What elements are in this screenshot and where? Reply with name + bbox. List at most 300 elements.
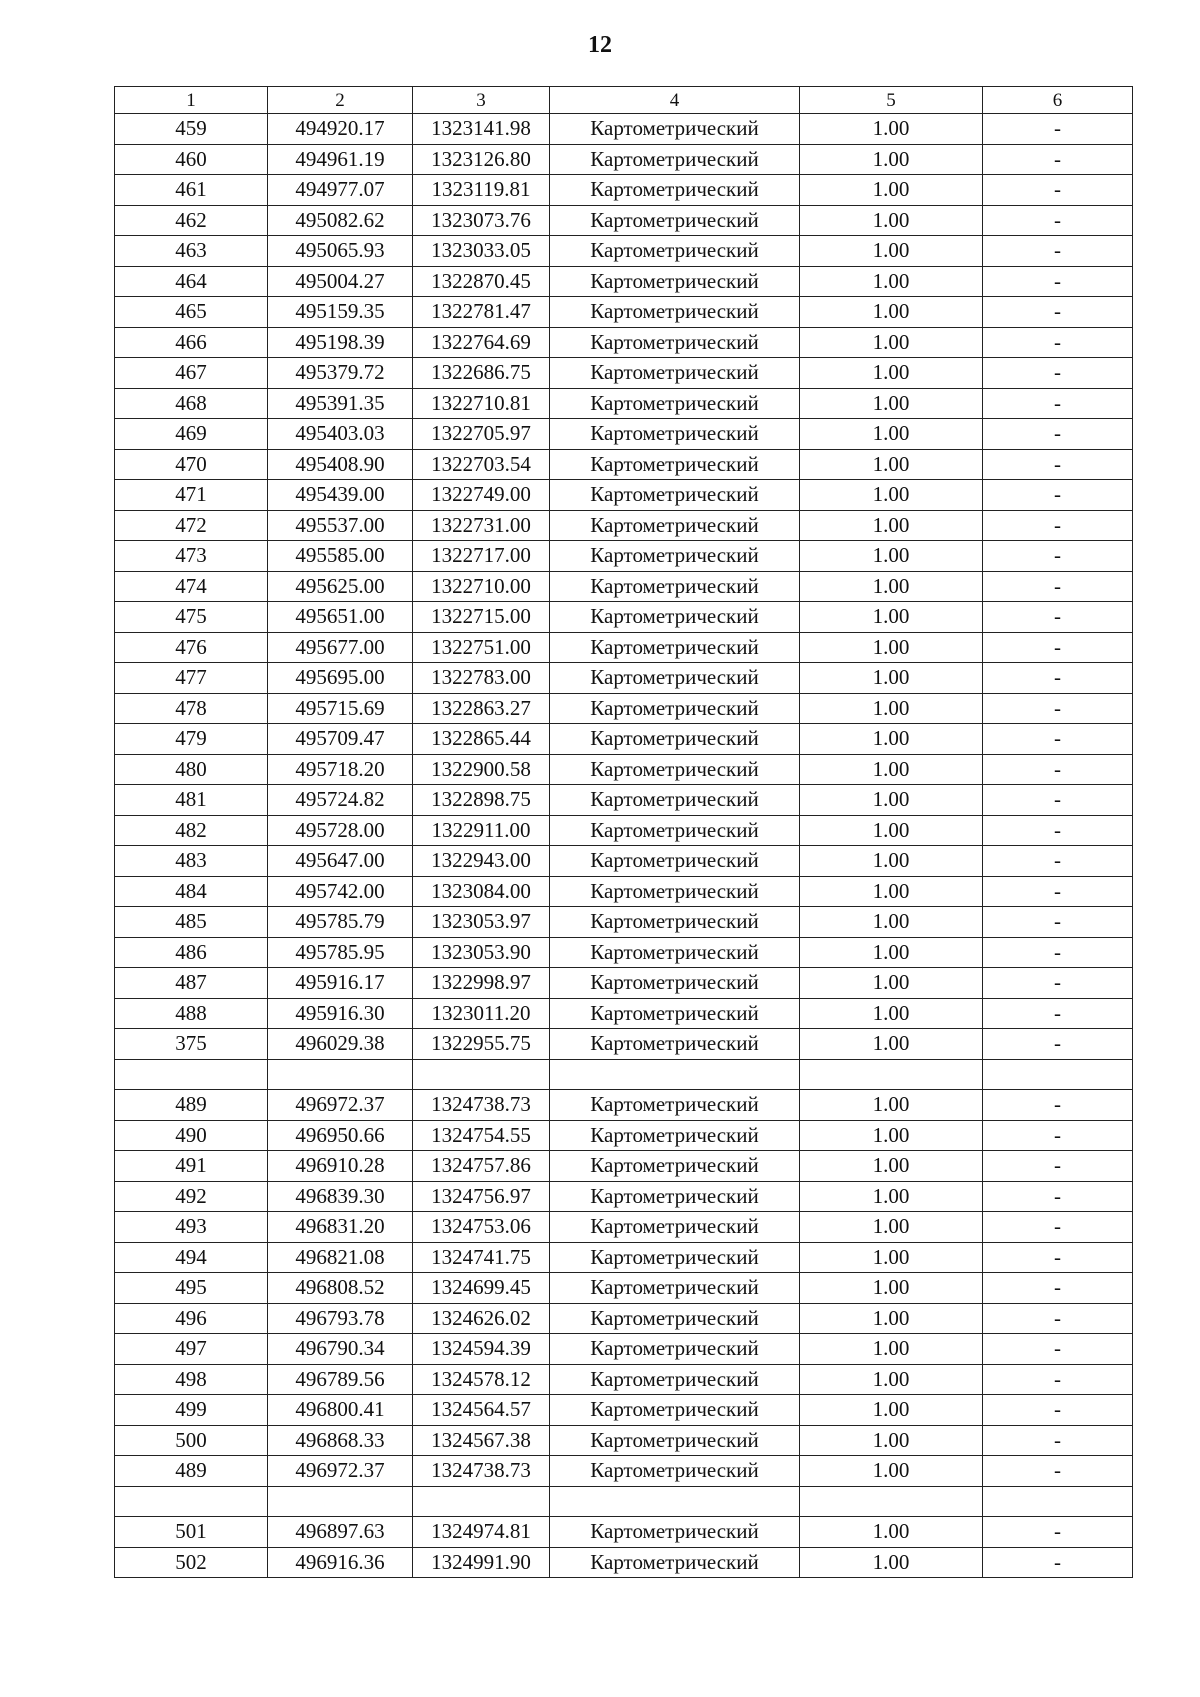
method-cell: Картометрический bbox=[550, 1090, 800, 1121]
method-cell: Картометрический bbox=[550, 815, 800, 846]
column-header: 6 bbox=[983, 87, 1133, 114]
table-row bbox=[115, 815, 1133, 846]
description-cell: - bbox=[983, 1364, 1133, 1395]
method-cell: Картометрический bbox=[550, 1425, 800, 1456]
accuracy-cell: 1.00 bbox=[800, 1517, 983, 1548]
description-cell: - bbox=[983, 449, 1133, 480]
description-cell: - bbox=[983, 846, 1133, 877]
description-cell: - bbox=[983, 937, 1133, 968]
method-cell: Картометрический bbox=[550, 846, 800, 877]
x-coordinate-cell: 496972.37 bbox=[268, 1090, 413, 1121]
point-number-cell: 480 bbox=[115, 754, 268, 785]
method-cell: Картометрический bbox=[550, 571, 800, 602]
y-coordinate-cell: 1322710.00 bbox=[413, 571, 550, 602]
y-coordinate-cell bbox=[413, 1486, 550, 1517]
x-coordinate-cell: 496808.52 bbox=[268, 1273, 413, 1304]
x-coordinate-cell: 495408.90 bbox=[268, 449, 413, 480]
description-cell: - bbox=[983, 815, 1133, 846]
point-number-cell: 482 bbox=[115, 815, 268, 846]
point-number-cell: 501 bbox=[115, 1517, 268, 1548]
y-coordinate-cell: 1322751.00 bbox=[413, 632, 550, 663]
x-coordinate-cell: 495742.00 bbox=[268, 876, 413, 907]
method-cell: Картометрический bbox=[550, 419, 800, 450]
x-coordinate-cell: 496789.56 bbox=[268, 1364, 413, 1395]
method-cell: Картометрический bbox=[550, 1242, 800, 1273]
method-cell: Картометрический bbox=[550, 449, 800, 480]
table-row bbox=[115, 1212, 1133, 1243]
description-cell bbox=[983, 1059, 1133, 1090]
accuracy-cell: 1.00 bbox=[800, 1090, 983, 1121]
method-cell: Картометрический bbox=[550, 1151, 800, 1182]
point-number-cell: 473 bbox=[115, 541, 268, 572]
point-number-cell: 492 bbox=[115, 1181, 268, 1212]
point-number-cell: 471 bbox=[115, 480, 268, 511]
description-cell bbox=[983, 1486, 1133, 1517]
point-number-cell: 459 bbox=[115, 114, 268, 145]
description-cell: - bbox=[983, 693, 1133, 724]
accuracy-cell: 1.00 bbox=[800, 602, 983, 633]
y-coordinate-cell: 1322955.75 bbox=[413, 1029, 550, 1060]
method-cell: Картометрический bbox=[550, 602, 800, 633]
accuracy-cell: 1.00 bbox=[800, 449, 983, 480]
x-coordinate-cell: 496916.36 bbox=[268, 1547, 413, 1578]
accuracy-cell: 1.00 bbox=[800, 236, 983, 267]
accuracy-cell: 1.00 bbox=[800, 419, 983, 450]
accuracy-cell: 1.00 bbox=[800, 266, 983, 297]
method-cell: Картометрический bbox=[550, 1212, 800, 1243]
accuracy-cell: 1.00 bbox=[800, 297, 983, 328]
method-cell: Картометрический bbox=[550, 1273, 800, 1304]
description-cell: - bbox=[983, 724, 1133, 755]
point-number-cell: 466 bbox=[115, 327, 268, 358]
description-cell: - bbox=[983, 1151, 1133, 1182]
method-cell bbox=[550, 1486, 800, 1517]
table-row bbox=[115, 1029, 1133, 1060]
method-cell: Картометрический bbox=[550, 693, 800, 724]
table-header-row bbox=[115, 87, 1133, 114]
y-coordinate-cell: 1324753.06 bbox=[413, 1212, 550, 1243]
table-row bbox=[115, 1486, 1133, 1517]
point-number-cell: 484 bbox=[115, 876, 268, 907]
method-cell: Картометрический bbox=[550, 297, 800, 328]
column-header: 2 bbox=[268, 87, 413, 114]
column-header: 4 bbox=[550, 87, 800, 114]
x-coordinate-cell: 495082.62 bbox=[268, 205, 413, 236]
y-coordinate-cell: 1323053.90 bbox=[413, 937, 550, 968]
accuracy-cell: 1.00 bbox=[800, 388, 983, 419]
table-row bbox=[115, 754, 1133, 785]
point-number-cell: 476 bbox=[115, 632, 268, 663]
description-cell: - bbox=[983, 358, 1133, 389]
accuracy-cell: 1.00 bbox=[800, 1425, 983, 1456]
x-coordinate-cell: 495625.00 bbox=[268, 571, 413, 602]
description-cell: - bbox=[983, 388, 1133, 419]
table-row bbox=[115, 419, 1133, 450]
method-cell: Картометрический bbox=[550, 205, 800, 236]
x-coordinate-cell: 495728.00 bbox=[268, 815, 413, 846]
y-coordinate-cell: 1322705.97 bbox=[413, 419, 550, 450]
description-cell: - bbox=[983, 968, 1133, 999]
accuracy-cell: 1.00 bbox=[800, 144, 983, 175]
method-cell: Картометрический bbox=[550, 663, 800, 694]
accuracy-cell: 1.00 bbox=[800, 724, 983, 755]
y-coordinate-cell: 1322749.00 bbox=[413, 480, 550, 511]
y-coordinate-cell: 1322781.47 bbox=[413, 297, 550, 328]
description-cell: - bbox=[983, 907, 1133, 938]
table-row bbox=[115, 1395, 1133, 1426]
y-coordinate-cell: 1322998.97 bbox=[413, 968, 550, 999]
x-coordinate-cell bbox=[268, 1486, 413, 1517]
y-coordinate-cell: 1324738.73 bbox=[413, 1090, 550, 1121]
point-number-cell: 489 bbox=[115, 1090, 268, 1121]
y-coordinate-cell: 1322686.75 bbox=[413, 358, 550, 389]
description-cell: - bbox=[983, 1120, 1133, 1151]
y-coordinate-cell: 1324578.12 bbox=[413, 1364, 550, 1395]
table-row bbox=[115, 937, 1133, 968]
description-cell: - bbox=[983, 480, 1133, 511]
accuracy-cell: 1.00 bbox=[800, 998, 983, 1029]
method-cell: Картометрический bbox=[550, 175, 800, 206]
description-cell: - bbox=[983, 1547, 1133, 1578]
point-number-cell: 497 bbox=[115, 1334, 268, 1365]
description-cell: - bbox=[983, 266, 1133, 297]
y-coordinate-cell: 1323053.97 bbox=[413, 907, 550, 938]
point-number-cell: 483 bbox=[115, 846, 268, 877]
x-coordinate-cell: 495198.39 bbox=[268, 327, 413, 358]
point-number-cell: 472 bbox=[115, 510, 268, 541]
table-row bbox=[115, 449, 1133, 480]
y-coordinate-cell: 1323084.00 bbox=[413, 876, 550, 907]
accuracy-cell: 1.00 bbox=[800, 785, 983, 816]
table-row bbox=[115, 1151, 1133, 1182]
y-coordinate-cell: 1322911.00 bbox=[413, 815, 550, 846]
x-coordinate-cell: 495695.00 bbox=[268, 663, 413, 694]
accuracy-cell: 1.00 bbox=[800, 1151, 983, 1182]
method-cell: Картометрический bbox=[550, 1547, 800, 1578]
y-coordinate-cell: 1323011.20 bbox=[413, 998, 550, 1029]
y-coordinate-cell: 1323126.80 bbox=[413, 144, 550, 175]
accuracy-cell: 1.00 bbox=[800, 1212, 983, 1243]
x-coordinate-cell: 496831.20 bbox=[268, 1212, 413, 1243]
accuracy-cell: 1.00 bbox=[800, 510, 983, 541]
table-row bbox=[115, 907, 1133, 938]
y-coordinate-cell: 1322863.27 bbox=[413, 693, 550, 724]
method-cell: Картометрический bbox=[550, 358, 800, 389]
y-coordinate-cell: 1322715.00 bbox=[413, 602, 550, 633]
accuracy-cell: 1.00 bbox=[800, 480, 983, 511]
point-number-cell: 477 bbox=[115, 663, 268, 694]
table-row bbox=[115, 1303, 1133, 1334]
table-row bbox=[115, 1334, 1133, 1365]
table-row bbox=[115, 998, 1133, 1029]
accuracy-cell: 1.00 bbox=[800, 846, 983, 877]
accuracy-cell: 1.00 bbox=[800, 327, 983, 358]
x-coordinate-cell: 495065.93 bbox=[268, 236, 413, 267]
method-cell: Картометрический bbox=[550, 236, 800, 267]
method-cell bbox=[550, 1059, 800, 1090]
point-number-cell: 495 bbox=[115, 1273, 268, 1304]
table-row bbox=[115, 266, 1133, 297]
point-number-cell: 489 bbox=[115, 1456, 268, 1487]
description-cell: - bbox=[983, 998, 1133, 1029]
y-coordinate-cell: 1324738.73 bbox=[413, 1456, 550, 1487]
x-coordinate-cell: 495916.30 bbox=[268, 998, 413, 1029]
point-number-cell: 486 bbox=[115, 937, 268, 968]
table-row bbox=[115, 876, 1133, 907]
x-coordinate-cell: 495709.47 bbox=[268, 724, 413, 755]
x-coordinate-cell: 495159.35 bbox=[268, 297, 413, 328]
method-cell: Картометрический bbox=[550, 754, 800, 785]
table-row bbox=[115, 632, 1133, 663]
y-coordinate-cell: 1324699.45 bbox=[413, 1273, 550, 1304]
column-header: 5 bbox=[800, 87, 983, 114]
table-row bbox=[115, 510, 1133, 541]
point-number-cell: 490 bbox=[115, 1120, 268, 1151]
description-cell: - bbox=[983, 571, 1133, 602]
description-cell: - bbox=[983, 1212, 1133, 1243]
accuracy-cell: 1.00 bbox=[800, 876, 983, 907]
accuracy-cell: 1.00 bbox=[800, 541, 983, 572]
method-cell: Картометрический bbox=[550, 327, 800, 358]
point-number-cell: 491 bbox=[115, 1151, 268, 1182]
x-coordinate-cell: 495916.17 bbox=[268, 968, 413, 999]
method-cell: Картометрический bbox=[550, 907, 800, 938]
x-coordinate-cell: 495677.00 bbox=[268, 632, 413, 663]
table-row bbox=[115, 724, 1133, 755]
x-coordinate-cell: 496950.66 bbox=[268, 1120, 413, 1151]
x-coordinate-cell: 495403.03 bbox=[268, 419, 413, 450]
method-cell: Картометрический bbox=[550, 1334, 800, 1365]
x-coordinate-cell: 495585.00 bbox=[268, 541, 413, 572]
table-row bbox=[115, 1120, 1133, 1151]
x-coordinate-cell: 495715.69 bbox=[268, 693, 413, 724]
x-coordinate-cell: 495537.00 bbox=[268, 510, 413, 541]
y-coordinate-cell: 1322710.81 bbox=[413, 388, 550, 419]
table-row bbox=[115, 541, 1133, 572]
table-row bbox=[115, 663, 1133, 694]
description-cell: - bbox=[983, 1517, 1133, 1548]
table-row bbox=[115, 114, 1133, 145]
y-coordinate-cell: 1324757.86 bbox=[413, 1151, 550, 1182]
description-cell: - bbox=[983, 114, 1133, 145]
description-cell: - bbox=[983, 754, 1133, 785]
y-coordinate-cell bbox=[413, 1059, 550, 1090]
y-coordinate-cell: 1322870.45 bbox=[413, 266, 550, 297]
y-coordinate-cell: 1322898.75 bbox=[413, 785, 550, 816]
y-coordinate-cell: 1322731.00 bbox=[413, 510, 550, 541]
point-number-cell: 463 bbox=[115, 236, 268, 267]
point-number-cell: 468 bbox=[115, 388, 268, 419]
point-number-cell: 464 bbox=[115, 266, 268, 297]
point-number-cell: 500 bbox=[115, 1425, 268, 1456]
accuracy-cell: 1.00 bbox=[800, 968, 983, 999]
y-coordinate-cell: 1324564.57 bbox=[413, 1395, 550, 1426]
table-row bbox=[115, 1456, 1133, 1487]
x-coordinate-cell: 496800.41 bbox=[268, 1395, 413, 1426]
table-row bbox=[115, 1273, 1133, 1304]
y-coordinate-cell: 1322783.00 bbox=[413, 663, 550, 694]
accuracy-cell: 1.00 bbox=[800, 907, 983, 938]
accuracy-cell: 1.00 bbox=[800, 1334, 983, 1365]
y-coordinate-cell: 1323119.81 bbox=[413, 175, 550, 206]
description-cell: - bbox=[983, 1029, 1133, 1060]
point-number-cell bbox=[115, 1059, 268, 1090]
description-cell: - bbox=[983, 297, 1133, 328]
description-cell: - bbox=[983, 175, 1133, 206]
description-cell: - bbox=[983, 1181, 1133, 1212]
description-cell: - bbox=[983, 1425, 1133, 1456]
description-cell: - bbox=[983, 205, 1133, 236]
point-number-cell: 488 bbox=[115, 998, 268, 1029]
description-cell: - bbox=[983, 632, 1133, 663]
method-cell: Картометрический bbox=[550, 785, 800, 816]
table-row bbox=[115, 175, 1133, 206]
point-number-cell: 474 bbox=[115, 571, 268, 602]
table-row bbox=[115, 1547, 1133, 1578]
x-coordinate-cell: 495785.79 bbox=[268, 907, 413, 938]
table-row bbox=[115, 602, 1133, 633]
description-cell: - bbox=[983, 1273, 1133, 1304]
description-cell: - bbox=[983, 510, 1133, 541]
accuracy-cell: 1.00 bbox=[800, 358, 983, 389]
method-cell: Картометрический bbox=[550, 480, 800, 511]
method-cell: Картометрический bbox=[550, 1181, 800, 1212]
description-cell: - bbox=[983, 602, 1133, 633]
x-coordinate-cell: 495379.72 bbox=[268, 358, 413, 389]
method-cell: Картометрический bbox=[550, 1517, 800, 1548]
x-coordinate-cell: 496793.78 bbox=[268, 1303, 413, 1334]
x-coordinate-cell: 495004.27 bbox=[268, 266, 413, 297]
x-coordinate-cell: 496839.30 bbox=[268, 1181, 413, 1212]
accuracy-cell: 1.00 bbox=[800, 632, 983, 663]
table-row bbox=[115, 1517, 1133, 1548]
method-cell: Картометрический bbox=[550, 1303, 800, 1334]
point-number-cell: 498 bbox=[115, 1364, 268, 1395]
accuracy-cell: 1.00 bbox=[800, 937, 983, 968]
method-cell: Картометрический bbox=[550, 1029, 800, 1060]
point-number-cell: 465 bbox=[115, 297, 268, 328]
description-cell: - bbox=[983, 663, 1133, 694]
y-coordinate-cell: 1324594.39 bbox=[413, 1334, 550, 1365]
y-coordinate-cell: 1324741.75 bbox=[413, 1242, 550, 1273]
x-coordinate-cell: 494961.19 bbox=[268, 144, 413, 175]
page-number: 12 bbox=[588, 32, 612, 58]
table-row bbox=[115, 1364, 1133, 1395]
x-coordinate-cell: 495439.00 bbox=[268, 480, 413, 511]
y-coordinate-cell: 1323033.05 bbox=[413, 236, 550, 267]
column-header: 1 bbox=[115, 87, 268, 114]
method-cell: Картометрический bbox=[550, 510, 800, 541]
y-coordinate-cell: 1324756.97 bbox=[413, 1181, 550, 1212]
point-number-cell bbox=[115, 1486, 268, 1517]
y-coordinate-cell: 1324567.38 bbox=[413, 1425, 550, 1456]
method-cell: Картометрический bbox=[550, 876, 800, 907]
accuracy-cell bbox=[800, 1059, 983, 1090]
accuracy-cell: 1.00 bbox=[800, 754, 983, 785]
y-coordinate-cell: 1324754.55 bbox=[413, 1120, 550, 1151]
point-number-cell: 502 bbox=[115, 1547, 268, 1578]
point-number-cell: 496 bbox=[115, 1303, 268, 1334]
point-number-cell: 481 bbox=[115, 785, 268, 816]
point-number-cell: 499 bbox=[115, 1395, 268, 1426]
x-coordinate-cell: 496029.38 bbox=[268, 1029, 413, 1060]
x-coordinate-cell: 495651.00 bbox=[268, 602, 413, 633]
method-cell: Картометрический bbox=[550, 541, 800, 572]
accuracy-cell: 1.00 bbox=[800, 815, 983, 846]
description-cell: - bbox=[983, 876, 1133, 907]
method-cell: Картометрический bbox=[550, 266, 800, 297]
table-row bbox=[115, 1242, 1133, 1273]
method-cell: Картометрический bbox=[550, 724, 800, 755]
description-cell: - bbox=[983, 1090, 1133, 1121]
x-coordinate-cell bbox=[268, 1059, 413, 1090]
x-coordinate-cell: 494920.17 bbox=[268, 114, 413, 145]
method-cell: Картометрический bbox=[550, 998, 800, 1029]
description-cell: - bbox=[983, 1242, 1133, 1273]
accuracy-cell: 1.00 bbox=[800, 1273, 983, 1304]
accuracy-cell: 1.00 bbox=[800, 1395, 983, 1426]
y-coordinate-cell: 1324974.81 bbox=[413, 1517, 550, 1548]
accuracy-cell: 1.00 bbox=[800, 663, 983, 694]
method-cell: Картометрический bbox=[550, 1120, 800, 1151]
x-coordinate-cell: 495391.35 bbox=[268, 388, 413, 419]
accuracy-cell: 1.00 bbox=[800, 1456, 983, 1487]
accuracy-cell: 1.00 bbox=[800, 1547, 983, 1578]
accuracy-cell: 1.00 bbox=[800, 1029, 983, 1060]
accuracy-cell: 1.00 bbox=[800, 1242, 983, 1273]
accuracy-cell: 1.00 bbox=[800, 114, 983, 145]
accuracy-cell: 1.00 bbox=[800, 1303, 983, 1334]
description-cell: - bbox=[983, 1395, 1133, 1426]
table-row bbox=[115, 297, 1133, 328]
method-cell: Картометрический bbox=[550, 1456, 800, 1487]
point-number-cell: 485 bbox=[115, 907, 268, 938]
x-coordinate-cell: 496790.34 bbox=[268, 1334, 413, 1365]
table-row bbox=[115, 205, 1133, 236]
point-number-cell: 475 bbox=[115, 602, 268, 633]
x-coordinate-cell: 495647.00 bbox=[268, 846, 413, 877]
table-row bbox=[115, 480, 1133, 511]
x-coordinate-cell: 494977.07 bbox=[268, 175, 413, 206]
column-header: 3 bbox=[413, 87, 550, 114]
table-row bbox=[115, 571, 1133, 602]
table-row bbox=[115, 1059, 1133, 1090]
description-cell: - bbox=[983, 1303, 1133, 1334]
method-cell: Картометрический bbox=[550, 388, 800, 419]
y-coordinate-cell: 1323073.76 bbox=[413, 205, 550, 236]
table-row bbox=[115, 1090, 1133, 1121]
method-cell: Картометрический bbox=[550, 937, 800, 968]
y-coordinate-cell: 1322943.00 bbox=[413, 846, 550, 877]
description-cell: - bbox=[983, 236, 1133, 267]
table-row bbox=[115, 144, 1133, 175]
accuracy-cell: 1.00 bbox=[800, 693, 983, 724]
y-coordinate-cell: 1324626.02 bbox=[413, 1303, 550, 1334]
table-row bbox=[115, 388, 1133, 419]
description-cell: - bbox=[983, 1456, 1133, 1487]
method-cell: Картометрический bbox=[550, 144, 800, 175]
point-number-cell: 462 bbox=[115, 205, 268, 236]
accuracy-cell bbox=[800, 1486, 983, 1517]
point-number-cell: 461 bbox=[115, 175, 268, 206]
method-cell: Картометрический bbox=[550, 114, 800, 145]
table-row bbox=[115, 236, 1133, 267]
table-row bbox=[115, 1425, 1133, 1456]
table-row bbox=[115, 693, 1133, 724]
table-row bbox=[115, 846, 1133, 877]
method-cell: Картометрический bbox=[550, 968, 800, 999]
point-number-cell: 479 bbox=[115, 724, 268, 755]
